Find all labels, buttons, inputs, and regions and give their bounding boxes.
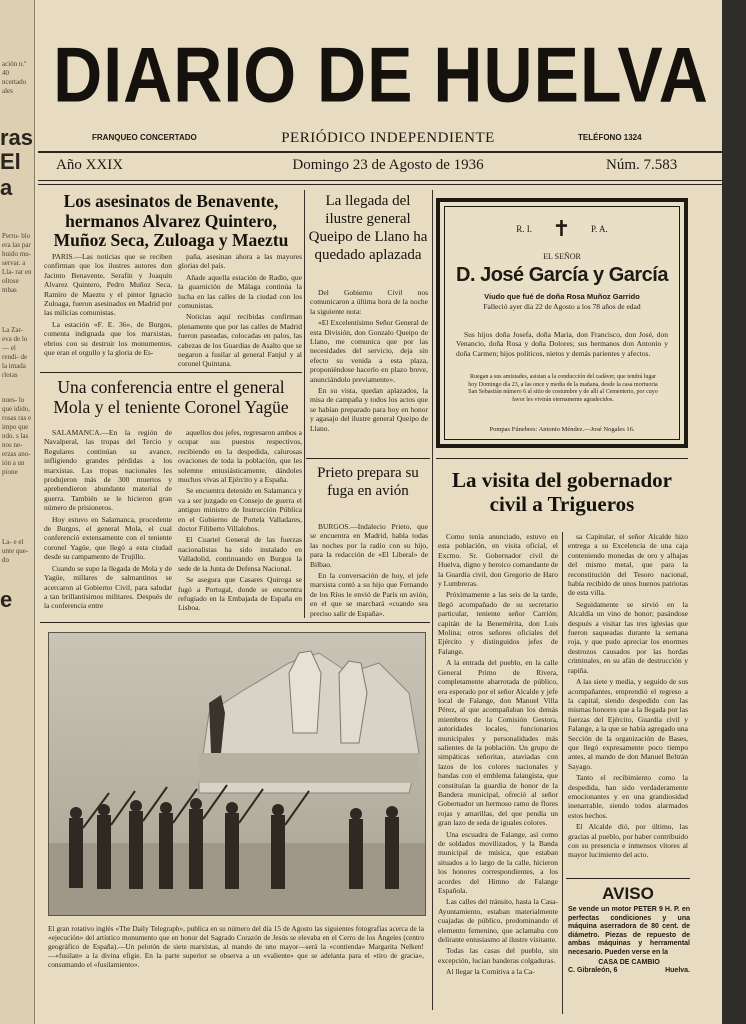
rip-left: R. I. bbox=[516, 224, 533, 234]
article-1-para: Noticias aquí recibidas confirman plenamente que por las calles de Madrid fueron paseadas, colocadas en palos, las cabezas de los Guardias de Asalto que se negaron a fusilar al general Fanjul y al coronel Quintana. bbox=[178, 312, 302, 369]
article-5-para: A las siete y media, y seguido de sus acompañantes, emprendió el regreso a la capital, siendo despedido con las mismas honores que a la llegada por las fuerzas del Ejército, Guardia civil y Falange, a la que se había agregado una Sección de la organización de Bases, que llegó expresamente poco tiempo antes, al mando de don Manuel Beltrán Sayago. bbox=[568, 677, 688, 771]
issue-number: Núm. 7.583 bbox=[606, 157, 678, 173]
aviso-title: AVISO bbox=[602, 884, 654, 903]
column-rule bbox=[562, 532, 563, 1014]
article-3-para: En su vista, quedan aplazados, la misa de campaña y todos los actos que se habían preparado para hoy en honor y agasajo del ilustre general Queipo de Llano. bbox=[310, 386, 428, 433]
article-5-para: Al llegar la Comitiva a la Ca- bbox=[446, 967, 535, 977]
statue-figure bbox=[289, 651, 321, 733]
article-1-para: Añade aquella estación de Radio, que la guarnición de Málaga continúa la lucha en las calles de la ciudad con los comunistas. bbox=[178, 272, 302, 311]
article-4-para: BURGOS.—Indalecio Prieto, que se encuentra en Madrid, habla todas las noches por la radio con su hijo, para la redacción de «El Liberal» de Bilbao. bbox=[310, 522, 428, 569]
masthead-rule bbox=[38, 151, 724, 153]
year-label: Año XXIX bbox=[56, 157, 124, 173]
article-5-column-b bbox=[568, 532, 688, 862]
column-rule bbox=[432, 190, 433, 1010]
article-divider bbox=[436, 458, 688, 459]
aviso-address-line bbox=[568, 967, 690, 976]
photo-illustration bbox=[49, 633, 425, 915]
column-rule bbox=[304, 190, 305, 618]
obituary-widow: Viudo que fué de doña Rosa Muñoz Garrido bbox=[484, 292, 640, 301]
obituary-box bbox=[436, 198, 688, 448]
article-4-headline: Prieto prepara su fuga en avión bbox=[317, 465, 419, 499]
article-3-para: Del Gobierno Civil nos comunicaron a última hora de la noche la siguiente nota: bbox=[310, 288, 428, 316]
aviso-rule bbox=[566, 878, 690, 879]
obituary-name: D. José García y García bbox=[456, 264, 668, 286]
aviso-address: C. Gibraleón, 6 bbox=[568, 967, 618, 975]
article-2-para: Hoy estuvo en Salamanca, procedente de Burgos, el general Mola, el cual conferenció extensamente con el teniente coronel Yagüe, que llegó a esta ciudad desde su campamento de Trujillo. bbox=[44, 514, 172, 562]
photo-top-rule bbox=[40, 622, 430, 623]
prev-page-big-2: El bbox=[0, 149, 21, 174]
article-2-column-a bbox=[44, 428, 172, 613]
previous-page-strip bbox=[0, 0, 35, 1024]
prev-page-big-1: ras bbox=[0, 125, 34, 150]
masthead-subtitle: PERIÓDICO INDEPENDIENTE bbox=[281, 130, 495, 146]
obituary-family bbox=[456, 330, 668, 360]
obituary-intro: EL SEÑOR bbox=[543, 252, 581, 261]
article-4-column bbox=[310, 522, 428, 620]
article-5-para: Una escuadra de Falange, así como de soldados movilizados, y la Banda municipal de música, que estaban situados a lo largo de la calle, hicieron los honores correspondientes, a los acordes del Himno de Falange Española. bbox=[438, 829, 558, 896]
prev-page-body-4: La- e el unte que- do bbox=[2, 538, 29, 564]
prev-page-big-3: a bbox=[0, 175, 13, 200]
article-5-para: Todas las casas del pueblo, sin excepción, lucían banderas colgaduras. bbox=[438, 946, 558, 965]
article-2-column-b bbox=[178, 428, 302, 615]
prev-page-big-4: e bbox=[0, 587, 13, 612]
article-5-para: Próximamente a las seis de la tarde, llegó acompañado de su secretario particular, teniente señor Carrión; capitán de la Benemérita, don Luis Molina; otros señores oficiales del Ejército y distinguidos jefes de Falange. bbox=[438, 590, 558, 656]
rip-right: P. A. bbox=[590, 224, 608, 234]
obituary-request: Ruegan a sus amistades, asistan a la conducción del cadáver, que tendrá lugar hoy Domingo día 23, a las once y media de la mañana, desde la casa mortuoria San Sebastián número 6 al sitio de costumbre y de allí al Cementerio, por cuyo favor les vivirán eternamente agradecidos. bbox=[468, 374, 658, 403]
article-1-headline: Los asesinatos de Benavente, hermanos Alvarez Quintero, Muñoz Seca, Zuloaga y Maeztu bbox=[53, 191, 289, 250]
article-5-para: El Alcalde dió, por último, las gracias al pueblo, por haber contribuido con su presencia e inmensos vítores al mayor lucimiento del acto. bbox=[568, 822, 688, 860]
article-2-para: aquellos dos jefes, regresaron ambos a ocupar sus puestos respectivos, recibiendo en la despedida, calurosas ovaciones de toda la población, que les solemne entusiásticamente, dándoles muchos vivas al Ejército y a España. bbox=[178, 428, 302, 485]
prev-page-body-3: nues- lo que idido, rosas ras e impo que ndo. s las nos ne- erzas ano- ión a un pione bbox=[2, 396, 32, 476]
obituary-died: Falleció ayer día 22 de Agosto a los 78 años de edad bbox=[483, 302, 641, 311]
aviso-body bbox=[568, 906, 690, 976]
monument-base bbox=[199, 753, 419, 783]
article-5-para: Seguidamente se sirvió en la Alcaldía un vino de honor; pasándose después a visitar las tres iglesias que fueron saqueadas durante la semana roja, y que pudo apreciar los enormes destrozos causados por las hordas criminales, en su afán de destrucción y rapiña. bbox=[568, 599, 688, 675]
article-1-column-b bbox=[178, 252, 302, 371]
cross-icon: ✝ bbox=[552, 216, 571, 241]
article-2-para: Se asegura que Casares Quiroga se fugó a Portugal, donde se encuentra refugiado en la Embajada de España en Lisboa. bbox=[178, 575, 302, 613]
aviso-shop: CASA DE CAMBIO bbox=[598, 958, 660, 966]
scan-background-edge bbox=[722, 0, 746, 1024]
photo-caption: El gran rotativo inglés «The Daily Telegraph», publica en su número del día 15 de Agosto las siguientes fotografías acerca de la «ejecución» del artístico monumento que en honor del Sagrado Corazón de Jesús se elevaba en el Cerro de los Ángeles (centro geográfico de España).—Un pelotón de siete marxistas, al mando de uno mayor—será la «contienda» Margarita Nelken!—«fusilan» a la divina efigie. En la parte superior se observa a un «valiente» que se adelanta para el «tiro de gracia», consumando el «fusilamiento». bbox=[48, 924, 424, 969]
obituary-funeral-home: Pompas Fúnebres: Antonio Méndez.—José Nogales 16. bbox=[489, 426, 635, 433]
article-5-para: Como tenía anunciado, estuvo en esta población, en visita oficial, el Excmo. Sr. Gobernador civil de Huelva, digno y heroico comandante de la Guardia civil, don Gregorio de Haro y Lumbreras. bbox=[438, 532, 558, 589]
franqueo-label: FRANQUEO CONCERTADO bbox=[92, 133, 197, 142]
article-5-para: Tanto el recibimiento como la despedida, han sido verdaderamente emocionantes y en una grandiosidad inenarrable, siendo todos alarmados estos hechos. bbox=[568, 773, 688, 820]
prev-page-body-2: La Zar- eva de lo— el rendi- de la imada rlotas bbox=[2, 326, 28, 379]
article-2-headline: Una conferencia entre el general Mola y el teniente Coronel Yagüe bbox=[53, 377, 289, 417]
masthead-title: DIARIO DE HUELVA bbox=[53, 31, 709, 119]
article-2-para: SALAMANCA.—En la región de Navalperal, las tropas del Tercio y Regulares continúan su avance, infligiendo grandes pérdidas a los marxistas. Las tropas nacionales les produjeron más de 300 muertos y aprehendieron abundante material de guerra. También se le hicieron gran número de prisioneros. bbox=[44, 428, 172, 513]
article-divider bbox=[40, 372, 302, 373]
article-5-column-a bbox=[438, 532, 558, 979]
article-3-para: «El Excelentísimo Señor General de esta División, don Gonzalo Queipo de Llano, me comunica que por las necesidades del servicio, deja sin efecto su venida a esta plaza, proponiéndose hacerlo en plazo breve, anunciándolo previamente». bbox=[310, 318, 428, 384]
article-3-headline: La llegada del ilustre general Queipo de Llano ha quedado aplazada bbox=[308, 193, 428, 263]
article-1-para: PARIS.—Las noticias que se reciben confirman que los ilustres autores don Jacinto Benavente, Serafín y Joaquín Alvarez Quintero, Pedro Muñoz Seca, Ramiro de Maeztu y el pintor Ignacio Zuloaga, fueron asesinados en Madrid por las milicias comunistas. bbox=[44, 252, 172, 318]
date-label: Domingo 23 de Agosto de 1936 bbox=[292, 157, 484, 173]
prev-page-body-1: Perru- blo era las par huido mu- servar. a Lla- rar en oltose mbas bbox=[2, 232, 32, 294]
article-divider bbox=[306, 458, 430, 459]
article-2-para: Cuando se supo la llegada de Mola y de Yagüe, millares de salmantinos se acercaron al Gobierno Civil, para saludar a tan brillantísimos militares. Después de la conferencia entre bbox=[44, 563, 172, 611]
article-3-column bbox=[310, 288, 428, 435]
obituary-inner-border bbox=[444, 206, 680, 440]
aviso-text: Se vende un motor PETER 9 H. P. en perfectas condiciones y una máquina aserradora de 80 cent. de diámetro. Piezas de repuesto de ambas máquinas y herramental necesario. Pueden verse en la bbox=[568, 906, 690, 956]
article-4-para: En la conversación de hoy, el jefe marxista contó a su hijo que Fernando de los Ríos le envió de París un avión, en el que se marchará «cuando sea preciso salir de España». bbox=[310, 571, 428, 618]
article-1-para: La estación «F. E. 36», de Burgos, comenta indignada que los marxistas, ebrios con su destruir los monumentos, que eran el orgullo y la gloria de Es- bbox=[44, 319, 172, 358]
article-2-para: El Cuartel General de las fuerzas nacionalistas ha sido instalado en Valladolid, continuando en Burgos la sede de la Junta de Defensa Nacional. bbox=[178, 535, 302, 573]
prev-page-top-text: ación n.º 40 ncertado ales bbox=[2, 60, 27, 95]
article-2-para: Se encuentra detenido en Salamanca y va a ser juzgado en Consejo de guerra el antiguo ministro de Instrucción Pública en el Gobierno de Portela Valladares, doctor Filiberto Villalobos. bbox=[178, 486, 302, 534]
dateline-rule-2 bbox=[38, 184, 724, 185]
telefono-label: TELÉFONO 1324 bbox=[578, 133, 642, 142]
obituary-family-text: Sus hijos doña Josefa, doña María, don Francisco, don José, don Venancio, doña Rosa y doña Dolores; sus hermanos don Antonio y doña Carmen; hijos políticos, nietos y demás parientes y afectos. bbox=[456, 330, 668, 358]
aviso-city: Huelva. bbox=[665, 967, 690, 975]
article-5-para: A la entrada del pueblo, en la calle General Primo de Rivera, completamente abarrotada de público, era esperado por el señor Alcalde y jefe local de Falange, don Manuel Villa Pérez, al que acompañaban los demás miembros de la Comisión Gestora, autoridades locales, funcionarios municipales y personalidades más salientes de la población. Un grupo de simpáticas señoritas, ataviadas con lazos de los colores nacionales y bandas con el emblema falangista, que constituían la guardia de honor de la Bandera municipal, ofreció al señor Gobernador un hermoso ramo de flores rojas y amarillas, del que pendía un gran lazo de seda de iguales colores. bbox=[438, 658, 558, 828]
article-1-para: paña, asesinan ahora a las mayores glorias del país. bbox=[178, 252, 302, 271]
article-5-headline: La visita del gobernador civil a Trigueros bbox=[452, 468, 672, 516]
dateline-rule-1 bbox=[38, 180, 724, 181]
article-1-column-a bbox=[44, 252, 172, 359]
obituary-rip bbox=[440, 216, 684, 241]
article-5-para: sa Capitular, el señor Alcalde hizo entrega a su Excelencia de una caja conteniendo monedas de oro y alhajas del mismo metal, que para la reconstitución del Tesoro nacional, había recibido de unos buenos patriotas de esta villa. bbox=[568, 532, 688, 598]
front-page bbox=[38, 0, 724, 1024]
news-photograph bbox=[48, 632, 426, 916]
article-5-para: Las calles del tránsito, hasta la Casa-Ayuntamiento, estaban materialmente cuajadas de público, predominando el elemento femenino, que aclamaba con delirante entusiasmo al ilustre visitante. bbox=[438, 897, 558, 945]
